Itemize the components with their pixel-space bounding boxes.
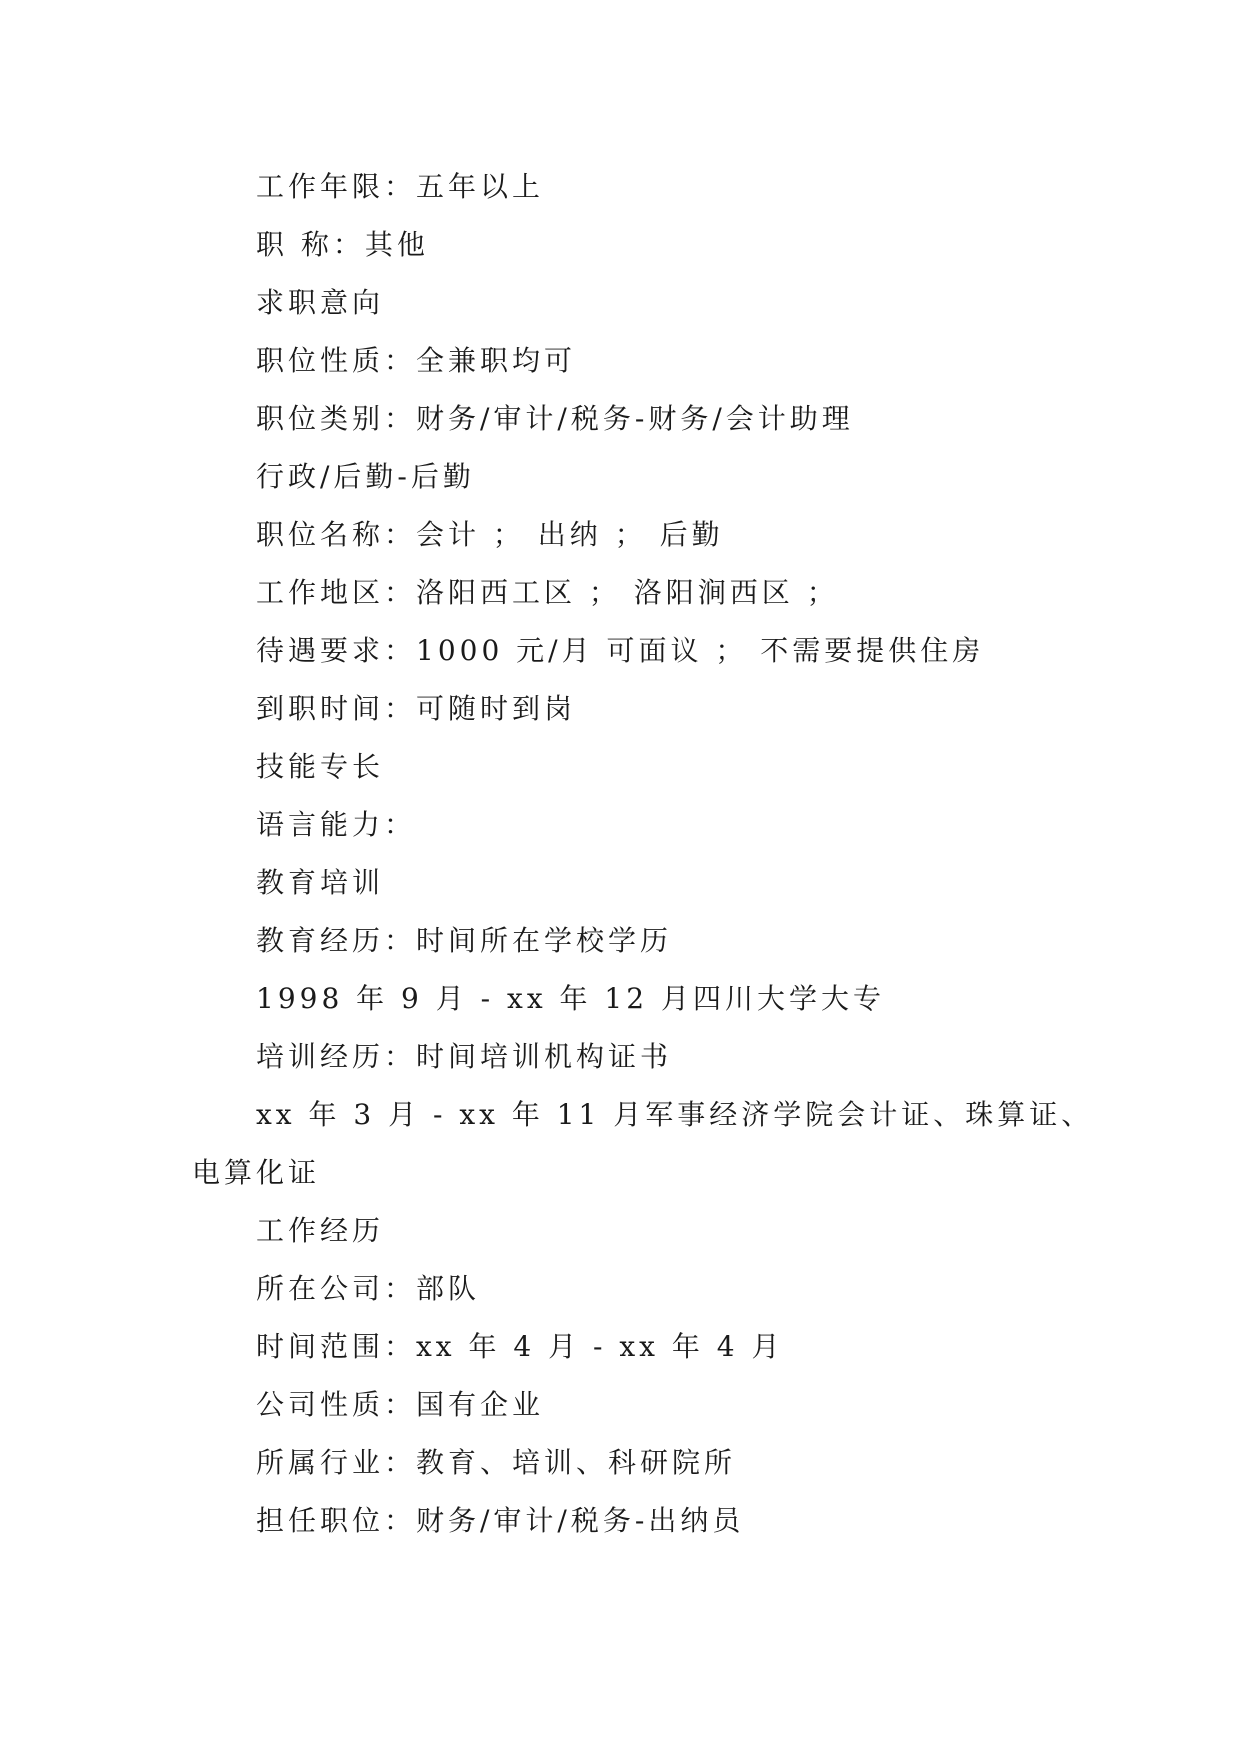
text-line-job-nature: 职位性质：全兼职均可 [256,344,577,377]
text-line-company-type: 公司性质：国有企业 [256,1388,545,1421]
text-line-job-category-2: 行政/后勤-后勤 [256,460,475,493]
text-line-work-area: 工作地区：洛阳西工区 ； 洛阳涧西区 ； [256,576,839,609]
text-line-job-name: 职位名称：会计 ； 出纳 ； 后勤 [256,518,724,551]
section-heading-education: 教育培训 [256,866,385,899]
text-line-position: 担任职位：财务/审计/税务-出纳员 [256,1504,745,1537]
text-line-language: 语言能力： [256,808,417,841]
text-line-salary: 待遇要求：1000 元/月 可面议 ； 不需要提供住房 [256,634,985,667]
text-line-industry: 所属行业：教育、培训、科研院所 [256,1446,737,1479]
text-line-education-entry: 1998 年 9 月 - xx 年 12 月四川大学大专 [256,982,885,1015]
text-line-title: 职 称：其他 [256,228,429,261]
text-line-training-entry: xx 年 3 月 - xx 年 11 月军事经济学院会计证、珠算证、 [256,1098,1094,1131]
text-line-time-range: 时间范围：xx 年 4 月 - xx 年 4 月 [256,1330,784,1363]
section-heading-job-intention: 求职意向 [256,286,385,319]
section-heading-skills: 技能专长 [256,750,385,783]
resume-content [192,158,1092,1550]
text-line-education-header: 教育经历：时间所在学校学历 [256,924,673,957]
text-line-training-header: 培训经历：时间培训机构证书 [256,1040,673,1073]
text-line-start-time: 到职时间：可随时到岗 [256,692,577,725]
section-heading-work-experience: 工作经历 [256,1214,385,1247]
text-line-job-category: 职位类别：财务/审计/税务-财务/会计助理 [256,402,854,435]
text-line-training-entry-cont: 电算化证 [192,1156,321,1189]
text-line-work-years: 工作年限：五年以上 [256,170,545,203]
text-line-company: 所在公司：部队 [256,1272,481,1305]
